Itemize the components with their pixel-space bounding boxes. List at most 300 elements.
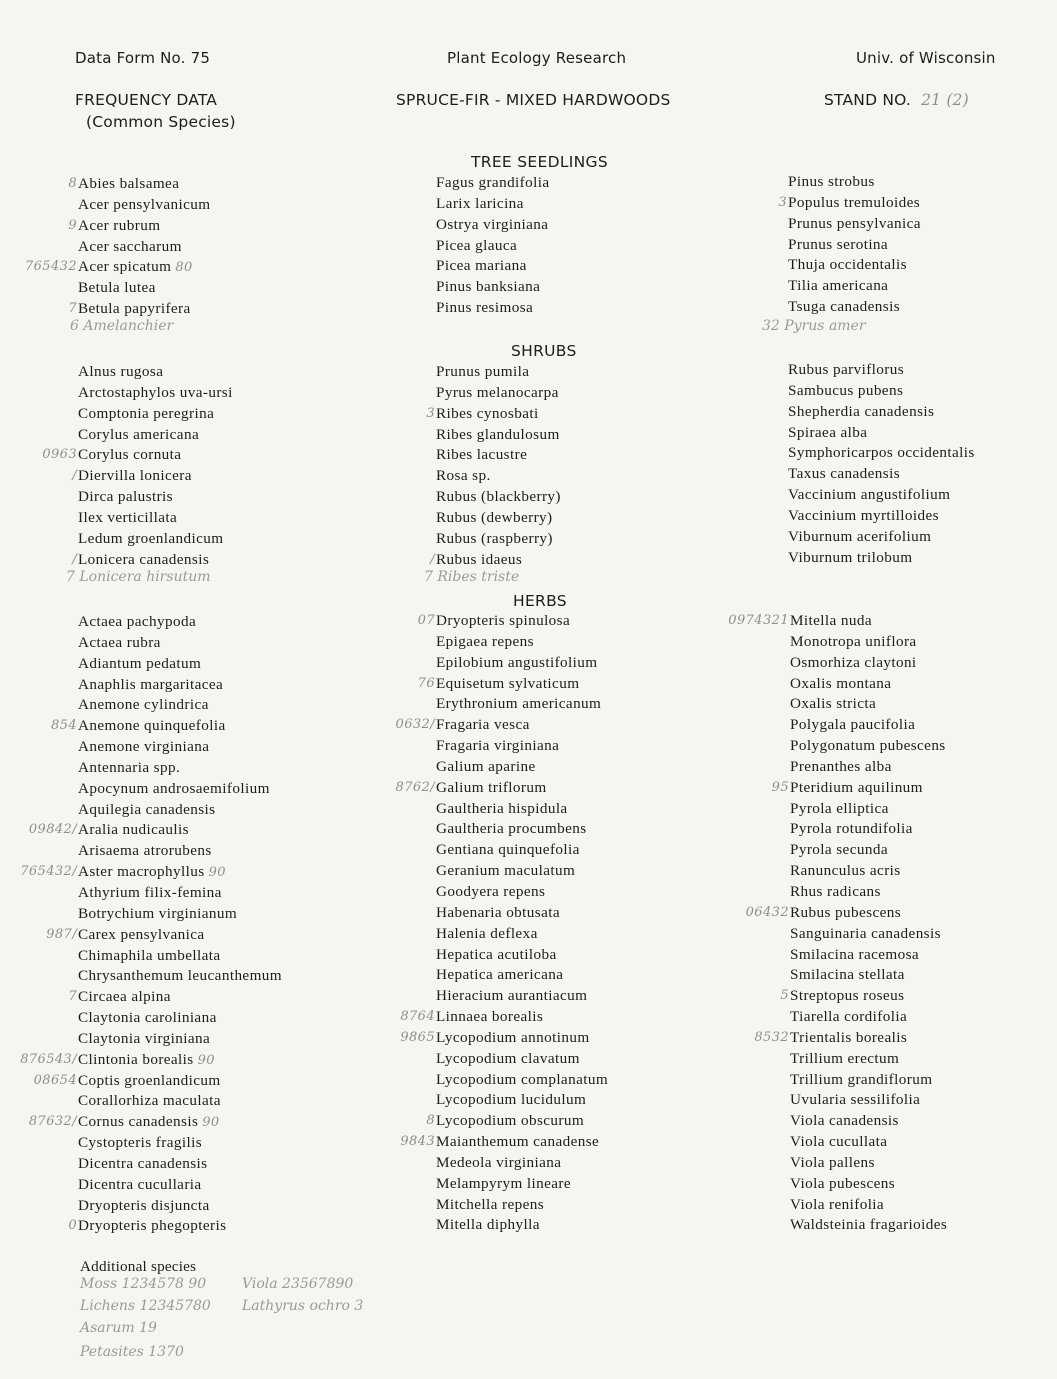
species-item <box>790 1090 947 1111</box>
species-item <box>20 1050 282 1071</box>
species-name: Viola canadensis <box>790 1112 899 1130</box>
trees-note-amelanchier: 6 Amelanchier <box>70 318 174 334</box>
species-item <box>788 548 975 569</box>
species-name: Alnus rugosa <box>78 363 164 380</box>
frequency-mark: 8532 <box>754 1029 789 1045</box>
species-item <box>78 904 282 925</box>
species-item <box>68 174 210 195</box>
species-name: Hieracium aurantiacum <box>436 987 588 1005</box>
species-name: Anemone quinquefolia <box>78 717 226 735</box>
species-item <box>436 1049 608 1070</box>
species-item <box>790 1195 947 1216</box>
species-name: Dicentra cucullaria <box>78 1175 202 1193</box>
species-item <box>788 235 921 256</box>
species-name: Ribes glandulosum <box>436 425 560 443</box>
species-name: Mitchella repens <box>436 1195 545 1213</box>
species-name: Thuja occidentalis <box>788 256 907 274</box>
frequency-mark: 07 <box>417 613 435 628</box>
species-name: Ribes lacustre <box>436 446 528 464</box>
species-name: Epigaea repens <box>436 632 534 650</box>
species-item <box>790 1111 947 1132</box>
species-item <box>78 612 282 633</box>
species-item <box>790 715 947 736</box>
species-item <box>780 986 947 1007</box>
additional-note-moss: Moss 1234578 90 <box>80 1276 207 1292</box>
organization: Plant Ecology Research <box>447 49 627 67</box>
frequency-mark: 765432 <box>24 259 77 275</box>
species-name: Maianthemum canadense <box>436 1133 600 1151</box>
frequency-mark: 3 <box>778 194 787 210</box>
species-item <box>78 946 282 967</box>
frequency-mark: / <box>72 551 77 567</box>
species-name: Rubus (dewberry) <box>436 508 553 526</box>
species-item <box>745 903 947 924</box>
species-item <box>790 924 947 945</box>
species-name: Viola pallens <box>790 1153 875 1171</box>
species-item <box>78 758 282 779</box>
species-name: Polygala paucifolia <box>790 716 916 734</box>
species-name: Tiarella cordifolia <box>790 1008 908 1026</box>
species-item <box>78 675 282 696</box>
species-item <box>436 445 561 466</box>
species-item <box>395 715 608 736</box>
species-name: Larix laricina <box>436 194 524 212</box>
species-item <box>436 383 561 404</box>
species-name: Acer saccharum <box>78 237 182 255</box>
species-item <box>400 1028 608 1049</box>
frequency-mark: 8 <box>68 176 77 191</box>
frequency-mark: / <box>430 551 435 567</box>
frequency-mark: / <box>72 468 77 484</box>
species-name: Pyrola elliptica <box>790 799 889 817</box>
species-name: Trillium erectum <box>790 1049 900 1067</box>
species-name: Comptonia peregrina <box>78 404 215 422</box>
species-name: Vaccinium myrtilloides <box>788 506 939 524</box>
species-name: Lycopodium lucidulum <box>436 1091 587 1109</box>
species-item <box>78 800 282 821</box>
herbs-column-1 <box>20 612 282 1237</box>
species-name: Shepherdia canadensis <box>788 402 935 420</box>
species-name: Circaea alpina <box>78 988 171 1006</box>
species-name: Trientalis borealis <box>790 1028 908 1046</box>
institution: Univ. of Wisconsin <box>856 49 996 67</box>
species-item <box>436 1070 608 1091</box>
species-item <box>50 716 282 737</box>
frequency-total: 80 <box>175 260 193 276</box>
frequency-mark: 08654 <box>33 1072 77 1088</box>
species-item <box>78 404 233 425</box>
species-item <box>436 529 561 550</box>
species-name: Dirca palustris <box>78 488 173 506</box>
species-item <box>436 1090 608 1111</box>
species-item <box>436 632 608 653</box>
species-name: Abies balsamea <box>78 175 180 192</box>
species-name: Hepatica acutiloba <box>436 945 557 963</box>
species-name: Fagus grandifolia <box>436 174 550 191</box>
species-item <box>78 1154 282 1175</box>
species-name: Lycopodium annotinum <box>436 1028 590 1046</box>
species-name: Carex pensylvanica <box>78 925 205 943</box>
species-name: Gaultheria procumbens <box>436 820 587 838</box>
frequency-mark: 06432 <box>745 904 789 920</box>
species-item <box>790 882 947 903</box>
species-name: Corylus cornuta <box>78 446 182 464</box>
species-name: Dryopteris disjuncta <box>78 1196 210 1214</box>
species-item <box>426 1111 608 1132</box>
species-item <box>436 362 561 383</box>
species-name: Galium triflorum <box>436 778 547 796</box>
species-item <box>788 360 975 381</box>
species-name: Ribes cynosbati <box>436 404 539 422</box>
stand-label: STAND NO. <box>824 91 912 109</box>
species-name: Ledum groenlandicum <box>78 529 224 547</box>
species-name: Smilacina stellata <box>790 966 905 984</box>
species-name: Botrychium virginianum <box>78 904 238 922</box>
species-name: Fragaria virginiana <box>436 737 560 755</box>
species-name: Chimaphila umbellata <box>78 946 221 964</box>
herbs-column-3 <box>728 611 948 1236</box>
species-item <box>436 277 550 298</box>
species-name: Habenaria obtusata <box>436 903 561 921</box>
species-name: Galium aparine <box>436 757 536 775</box>
species-name: Taxus canadensis <box>788 465 901 483</box>
species-name: Epilobium angustifolium <box>436 653 598 671</box>
additional-note-petasites: Petasites 1370 <box>80 1344 184 1360</box>
species-name: Cornus canadensis <box>78 1113 199 1131</box>
species-name: Sambucus pubens <box>788 381 904 399</box>
species-item <box>78 966 282 987</box>
species-item <box>790 653 947 674</box>
frequency-mark: 0632/ <box>395 717 435 733</box>
species-item <box>436 236 550 257</box>
species-name: Ilex verticillata <box>78 508 178 526</box>
species-name: Antennaria spp. <box>78 758 181 776</box>
species-name: Melampyrym lineare <box>436 1174 571 1192</box>
species-name: Anemone cylindrica <box>78 696 209 714</box>
species-name: Coptis groenlandicum <box>78 1071 221 1089</box>
form-title: FREQUENCY DATA <box>75 91 218 109</box>
species-item <box>400 1132 608 1153</box>
species-name: Gaultheria hispidula <box>436 799 568 817</box>
frequency-mark: 9865 <box>400 1029 435 1045</box>
species-item <box>28 820 282 841</box>
species-item <box>78 362 233 383</box>
species-name: Uvularia sessilifolia <box>790 1091 921 1109</box>
species-name: Rosa sp. <box>436 467 491 485</box>
species-item <box>78 487 233 508</box>
species-item <box>436 736 608 757</box>
species-name: Goodyera repens <box>436 882 546 900</box>
species-name: Rubus pubescens <box>790 903 902 921</box>
species-name: Symphoricarpos occidentalis <box>788 444 975 462</box>
species-item <box>78 633 282 654</box>
species-item <box>436 945 608 966</box>
species-item <box>78 237 210 258</box>
species-name: Pinus strobus <box>788 173 875 190</box>
species-item <box>436 298 550 319</box>
species-name: Pyrus melanocarpa <box>436 383 559 401</box>
species-item <box>788 402 975 423</box>
species-name: Viola cucullata <box>790 1133 888 1151</box>
species-item <box>417 611 608 632</box>
species-item <box>790 861 947 882</box>
species-name: Oxalis stricta <box>790 695 877 713</box>
species-item <box>790 1132 947 1153</box>
frequency-total: 90 <box>208 865 226 881</box>
species-item <box>436 1195 608 1216</box>
species-item <box>46 925 282 946</box>
species-item <box>788 443 975 464</box>
species-item <box>78 278 210 299</box>
species-name: Oxalis montana <box>790 674 892 692</box>
species-name: Anemone virginiana <box>78 738 210 756</box>
species-item <box>68 299 210 320</box>
species-name: Prenanthes alba <box>790 757 892 775</box>
species-name: Gentiana quinquefolia <box>436 841 580 859</box>
species-item <box>42 445 233 466</box>
species-name: Fragaria vesca <box>436 716 530 734</box>
species-name: Halenia deflexa <box>436 924 538 942</box>
species-name: Pyrola rotundifolia <box>790 820 913 838</box>
species-item <box>28 1112 282 1133</box>
species-item <box>78 883 282 904</box>
species-item <box>78 1008 282 1029</box>
species-name: Apocynum androsaemifolium <box>78 779 270 797</box>
species-name: Rubus parviflorus <box>788 361 905 378</box>
species-name: Rubus (blackberry) <box>436 488 561 506</box>
species-item <box>430 550 561 571</box>
species-item <box>436 882 608 903</box>
species-name: Ranunculus acris <box>790 862 901 880</box>
species-name: Linnaea borealis <box>436 1008 544 1026</box>
species-name: Mitella nuda <box>790 612 872 629</box>
trees-column-3 <box>778 172 921 318</box>
frequency-mark: 8762/ <box>395 779 435 795</box>
species-item <box>790 1153 947 1174</box>
additional-note-asarum: Asarum 19 <box>80 1320 157 1336</box>
species-name: Rubus (raspberry) <box>436 529 553 547</box>
species-item <box>788 381 975 402</box>
species-item <box>790 1007 947 1028</box>
species-item <box>436 1174 608 1195</box>
species-item <box>78 529 233 550</box>
shrubs-note-lonicera: 7 Lonicera hirsutum <box>66 569 211 585</box>
species-item <box>436 173 550 194</box>
species-item <box>788 464 975 485</box>
frequency-mark: 0963 <box>42 447 77 463</box>
species-item <box>754 1028 947 1049</box>
species-name: Rubus idaeus <box>436 550 523 568</box>
section-herbs: HERBS <box>513 592 567 610</box>
frequency-mark: 9843 <box>400 1134 435 1150</box>
species-item <box>788 276 921 297</box>
species-item <box>790 965 947 986</box>
species-item <box>790 736 947 757</box>
species-name: Polygonatum pubescens <box>790 737 946 755</box>
species-item <box>790 1215 947 1236</box>
species-item <box>790 1070 947 1091</box>
species-item <box>78 1091 282 1112</box>
trees-column-2 <box>436 173 550 319</box>
species-item <box>436 466 561 487</box>
species-name: Vaccinium angustifolium <box>788 486 951 504</box>
species-item <box>72 466 233 487</box>
form-number: Data Form No. 75 <box>75 49 211 67</box>
species-item <box>395 778 608 799</box>
species-item <box>78 508 233 529</box>
species-item <box>790 819 947 840</box>
species-item <box>788 527 975 548</box>
frequency-mark: 3 <box>426 405 435 421</box>
additional-note-lichens: Lichens 12345780 <box>80 1298 211 1314</box>
shrubs-note-ribes: 7 Ribes triste <box>424 569 520 585</box>
species-item <box>790 1174 947 1195</box>
frequency-mark: 0 <box>68 1218 77 1234</box>
species-name: Dicentra canadensis <box>78 1154 208 1172</box>
species-name: Aquilegia canadensis <box>78 800 216 818</box>
species-item <box>68 1216 282 1237</box>
species-name: Corylus americana <box>78 425 200 443</box>
species-item <box>72 550 233 571</box>
frequency-mark: 9 <box>68 217 77 233</box>
species-item <box>78 654 282 675</box>
species-name: Anaphlis margaritacea <box>78 675 224 693</box>
species-item <box>436 508 561 529</box>
species-name: Streptopus roseus <box>790 987 905 1005</box>
frequency-mark: 76 <box>417 675 435 691</box>
species-name: Actaea rubra <box>78 633 161 651</box>
species-name: Lycopodium clavatum <box>436 1049 580 1067</box>
species-name: Aralia nudicaulis <box>78 821 189 839</box>
species-item <box>790 674 947 695</box>
species-item <box>417 674 608 695</box>
section-tree-seedlings: TREE SEEDLINGS <box>471 153 608 171</box>
species-name: Chrysanthemum leucanthemum <box>78 967 282 985</box>
species-name: Geranium maculatum <box>436 862 576 880</box>
species-item <box>78 1196 282 1217</box>
species-item <box>790 1049 947 1070</box>
species-name: Diervilla lonicera <box>78 467 192 485</box>
species-item <box>24 257 210 278</box>
species-name: Acer rubrum <box>78 216 161 234</box>
species-item <box>78 841 282 862</box>
frequency-mark: 7 <box>68 301 77 317</box>
species-name: Rhus radicans <box>790 882 881 900</box>
species-name: Betula lutea <box>78 279 156 297</box>
species-item <box>436 903 608 924</box>
species-name: Picea mariana <box>436 257 527 275</box>
species-item <box>790 840 947 861</box>
species-name: Claytonia caroliniana <box>78 1009 217 1027</box>
species-name: Erythronium americanum <box>436 695 602 713</box>
species-name: Arctostaphylos uva-ursi <box>78 383 233 401</box>
species-name: Lycopodium obscurum <box>436 1112 585 1130</box>
species-item <box>400 1007 608 1028</box>
species-name: Monotropa uniflora <box>790 632 917 650</box>
species-name: Corallorhiza maculata <box>78 1092 221 1110</box>
species-name: Equisetum sylvaticum <box>436 674 580 692</box>
species-name: Pteridium aquilinum <box>790 778 923 796</box>
species-item <box>436 965 608 986</box>
species-name: Lycopodium complanatum <box>436 1070 609 1088</box>
species-item <box>436 694 608 715</box>
species-name: Tsuga canadensis <box>788 298 901 316</box>
trees-column-1 <box>24 174 211 320</box>
species-name: Populus tremuloides <box>788 193 921 211</box>
species-name: Medeola virginiana <box>436 1153 562 1171</box>
species-item <box>436 799 608 820</box>
species-name: Prunus pensylvanica <box>788 214 921 232</box>
frequency-mark: 95 <box>771 779 789 795</box>
additional-species-label: Additional species <box>80 1258 197 1275</box>
species-name: Sanguinaria canadensis <box>790 924 941 942</box>
stand-value: 21 (2) <box>921 91 969 109</box>
species-item <box>778 193 921 214</box>
species-item <box>78 1175 282 1196</box>
species-item <box>436 425 561 446</box>
species-item <box>436 487 561 508</box>
species-item <box>436 1215 608 1236</box>
species-item <box>33 1071 282 1092</box>
species-item <box>436 840 608 861</box>
community-type: SPRUCE-FIR - MIXED HARDWOODS <box>396 91 671 109</box>
frequency-mark: 854 <box>50 718 77 734</box>
frequency-mark: 7 <box>68 989 77 1005</box>
species-name: Aster macrophyllus <box>78 863 205 881</box>
species-name: Cystopteris fragilis <box>78 1134 203 1152</box>
species-name: Pinus banksiana <box>436 278 541 296</box>
species-name: Smilacina racemosa <box>790 945 920 963</box>
species-item <box>436 924 608 945</box>
species-item <box>788 506 975 527</box>
species-name: Prunus pumila <box>436 363 530 380</box>
frequency-mark: 0974321 <box>728 613 789 628</box>
species-item <box>78 195 210 216</box>
species-name: Pyrola secunda <box>790 841 888 859</box>
species-name: Mitella diphylla <box>436 1216 540 1234</box>
species-name: Betula papyrifera <box>78 300 191 318</box>
species-name: Dryopteris spinulosa <box>436 612 571 629</box>
frequency-mark: 09842/ <box>28 822 77 838</box>
species-item <box>436 819 608 840</box>
species-name: Adiantum pedatum <box>78 654 202 672</box>
species-name: Clintonia borealis <box>78 1050 194 1068</box>
species-item <box>436 986 608 1007</box>
form-subtitle: (Common Species) <box>86 113 236 131</box>
shrubs-column-2 <box>426 362 561 570</box>
species-item <box>436 256 550 277</box>
species-item <box>78 1133 282 1154</box>
species-item <box>78 383 233 404</box>
species-item <box>436 1153 608 1174</box>
species-item <box>68 216 210 237</box>
species-item <box>426 404 561 425</box>
species-item <box>436 757 608 778</box>
species-item <box>436 861 608 882</box>
species-item <box>788 485 975 506</box>
species-item <box>788 297 921 318</box>
frequency-total: 90 <box>202 1115 220 1131</box>
species-item <box>20 862 282 883</box>
species-name: Viburnum acerifolium <box>788 527 932 545</box>
species-item <box>78 695 282 716</box>
species-item <box>436 215 550 236</box>
species-item <box>771 778 947 799</box>
species-item <box>68 987 282 1008</box>
species-name: Actaea pachypoda <box>78 613 197 630</box>
species-item <box>788 255 921 276</box>
species-name: Viola pubescens <box>790 1174 896 1192</box>
